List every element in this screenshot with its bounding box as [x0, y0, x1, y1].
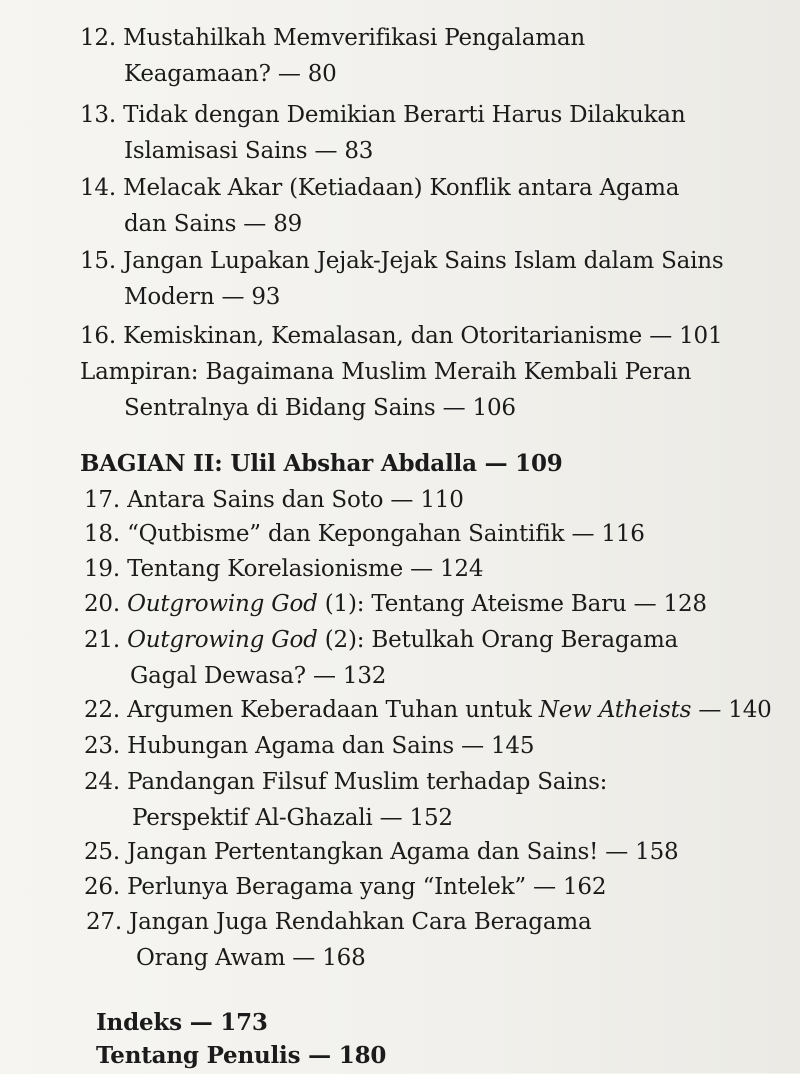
entry-title: Tentang Korelasionisme — 124	[127, 556, 484, 582]
entry-number: 24.	[84, 769, 120, 795]
toc-entry-27	[86, 904, 591, 940]
entry-title: Hubungan Agama dan Sains — 145	[127, 733, 535, 759]
entry-title: Jangan Lupakan Jejak-Jejak Sains Islam dalam Sains	[123, 248, 724, 274]
entry-title: “Qutbisme” dan Kepongahan Saintifik — 116	[127, 521, 645, 547]
entry-title-continuation: Sentralnya di Bidang Sains — 106	[124, 395, 516, 421]
toc-entry-19	[84, 551, 483, 587]
entry-title: Melacak Akar (Ketiadaan) Konflik antara Agama	[123, 175, 680, 201]
entry-title-continuation: Orang Awam — 168	[136, 945, 366, 971]
toc-entry-24	[84, 764, 607, 800]
toc-entry-16	[80, 318, 722, 354]
toc-entry-18	[84, 516, 645, 552]
entry-number: 27.	[86, 909, 122, 935]
toc-entry-26	[84, 869, 606, 905]
entry-number: 19.	[84, 556, 120, 582]
toc-about-author: Tentang Penulis — 180	[96, 1042, 387, 1069]
entry-title: Tidak dengan Demikian Berarti Harus Dilakukan	[123, 102, 686, 128]
entry-page: — 140	[691, 697, 772, 723]
entry-title-continuation: dan Sains — 89	[124, 211, 303, 237]
toc-entry-20	[84, 586, 707, 622]
entry-number: 20.	[84, 591, 120, 617]
toc-entry-13	[80, 97, 685, 133]
entry-title: (2): Betulkah Orang Beragama	[317, 627, 679, 653]
entry-number: 15.	[80, 248, 116, 274]
entry-number: 21.	[84, 627, 120, 653]
toc-entry-14	[80, 170, 679, 206]
entry-title: Mustahilkah Memverifikasi Pengalaman	[123, 25, 585, 51]
toc-entry-22	[84, 692, 772, 728]
entry-title-continuation: Modern — 93	[124, 284, 281, 310]
entry-title: Jangan Pertentangkan Agama dan Sains! — 158	[127, 839, 679, 865]
entry-title: Perlunya Beragama yang “Intelek” — 162	[127, 874, 607, 900]
entry-title-italic: Outgrowing God	[127, 591, 318, 617]
toc-entry-21	[84, 622, 678, 658]
entry-title-continuation: Keagamaan? — 80	[124, 61, 337, 87]
entry-number: 18.	[84, 521, 120, 547]
entry-number: 16.	[80, 323, 116, 349]
entry-number: 22.	[84, 697, 120, 723]
entry-title: (1): Tentang Ateisme Baru — 128	[317, 591, 707, 617]
toc-entry-12	[80, 20, 585, 56]
entry-title: Jangan Juga Rendahkan Cara Beragama	[129, 909, 592, 935]
entry-title-continuation: Perspektif Al-Ghazali — 152	[132, 805, 453, 831]
entry-title-continuation: Islamisasi Sains — 83	[124, 138, 374, 164]
entry-number: 26.	[84, 874, 120, 900]
entry-title: Pandangan Filsuf Muslim terhadap Sains:	[127, 769, 608, 795]
part-heading: BAGIAN II: Ulil Abshar Abdalla — 109	[80, 450, 563, 477]
entry-number: 25.	[84, 839, 120, 865]
toc-entry-23	[84, 728, 534, 764]
entry-number: 13.	[80, 102, 116, 128]
entry-title: Antara Sains dan Soto — 110	[127, 487, 464, 513]
entry-number: 12.	[80, 25, 116, 51]
appendix-entry	[80, 354, 691, 390]
entry-title-continuation: Gagal Dewasa? — 132	[130, 663, 387, 689]
entry-title: Lampiran: Bagaimana Muslim Meraih Kembali Peran	[80, 359, 692, 385]
entry-title-italic: Outgrowing God	[127, 627, 318, 653]
toc-entry-15	[80, 243, 724, 279]
toc-entry-25	[84, 834, 678, 870]
entry-title-italic: New Atheists	[538, 697, 692, 723]
entry-title: Kemiskinan, Kemalasan, dan Otoritarianisme — 101	[123, 323, 723, 349]
entry-title: Argumen Keberadaan Tuhan untuk	[127, 697, 539, 723]
entry-number: 17.	[84, 487, 120, 513]
toc-entry-17	[84, 482, 464, 518]
entry-number: 23.	[84, 733, 120, 759]
toc-index: Indeks — 173	[96, 1009, 268, 1036]
entry-number: 14.	[80, 175, 116, 201]
